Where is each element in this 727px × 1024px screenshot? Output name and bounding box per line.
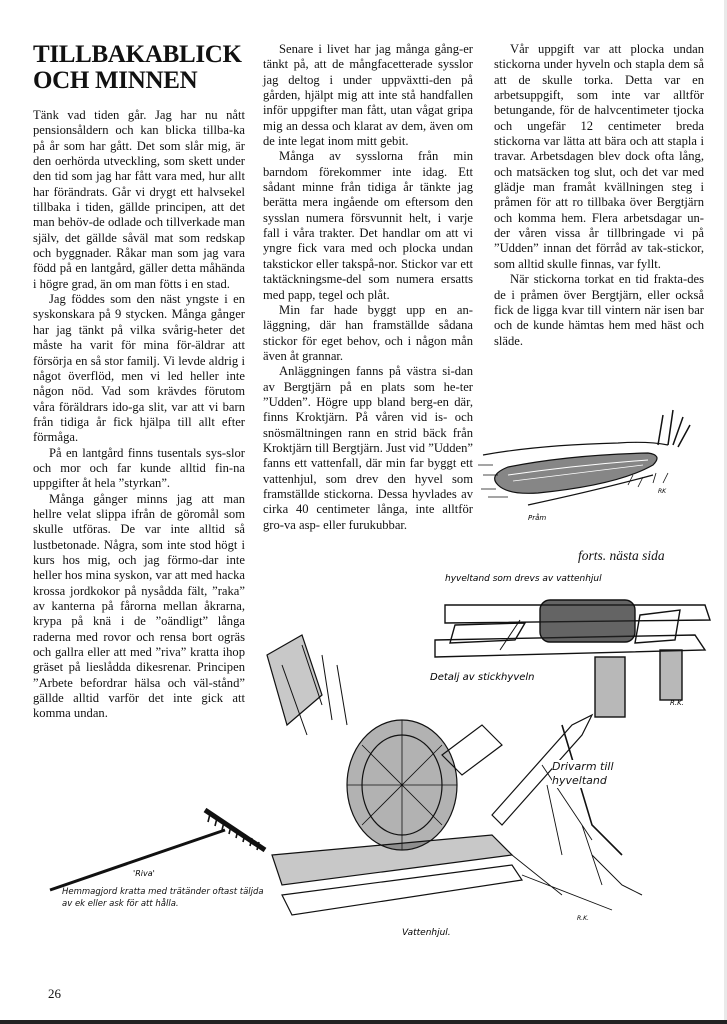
boat-caption: Pråm — [528, 514, 547, 522]
paragraph: Tänk vad tiden går. Jag har nu nått pensionsåldern och kan blicka tillba-ka på år som har gått. Det som slår mig, är den oerhörda utveckling, som skett under den tid som jag har fått vara med, hur allt har förändrats. Går vi drygt ett halvsekel tillbaka i tiden, gällde principen, att det man behöv-de odlade och tillverkade man själv, det gällde såväl mat som redskap och byggnader. Råkar man som jag vara född på en lantgård, gäller detta måhända i högre grad, än om man fötts i en stad. — [33, 108, 245, 291]
article-column-1 — [33, 42, 245, 722]
boat-illustration — [478, 405, 708, 525]
paragraph: Min far hade byggt upp en an-läggning, där han framställde sådana stickor för eget behov, och i någon mån även åt grannar. — [263, 302, 473, 363]
boat-signature: RK — [658, 488, 667, 495]
continued-note: forts. nästa sida — [578, 548, 665, 563]
paragraph: Jag föddes som den näst yngste i en syskonskara på 9 stycken. Många gånger har jag tänkt på vilka svårig-heter det måste ha varit för mina för-äldrar att försörja en så stor familj. Vi levde aldrig i något överflöd, men vi led heller inte någon nöd. Vad som krävdes förutom våra föräldrars ido-ga slit, var att vi barn från tidiga år fick hjälpa till allt efter förmåga. — [33, 292, 245, 445]
rake-name: 'Riva' — [133, 869, 155, 878]
paragraph: Anläggningen fanns på västra si-dan av Bergtjärn på en plats som he-ter ”Udden”. Högre upp bland berg-en där, finns Kroktjärn. På våren vid is- och snösmältningen rann en strid bäck från Kroktjärn till Bergtjärn. Just vid ”Udden” fanns ett vattenfall, där min far byggt ett vattenhjul, som drev den hyvel som framställde stickorna. Dessa hyvlades av cirka 40 centimeter långa, inte alltför gro-va asp- eller furukubbar. — [263, 364, 473, 532]
paragraph: På en lantgård finns tusentals sys-slor och mor och far kunde alltid fin-na uppgifter åt hela ”styrkan”. — [33, 445, 245, 491]
rake-caption: Hemmagjord kratta med trätänder oftast täljda av ek eller ask för att hålla. — [62, 887, 264, 909]
title-line-2: OCH MINNEN — [33, 67, 198, 94]
paragraph: Vår uppgift var att plocka undan stickorna under hyveln och stapla dem så att de skulle torka. Detta var en arbetsuppgift, som inte var alltför betungande, för de halvcentimeter tjocka och ungefär 12 centimeter breda stickorna var lätta att bära och att stapla i travar. Arbetsdagen blev dock ofta lång, och matsäcken tog slut, och det var med glädje man framåt kvällningen steg i pråmen för att ro tillbaka över Bergtjärn och komma hem. Flera arbetsdagar un-der våren vissa år tillbringade vi på ”Udden” innan det förråd av tak-stickor, som alltid skulle finnas, var fyllt. — [494, 42, 704, 271]
article-title — [33, 42, 245, 94]
waterwheel-label: Vattenhjul. — [402, 928, 451, 938]
scan-bottom-border — [0, 1020, 727, 1024]
article-column-2 — [263, 42, 473, 533]
page-number: 26 — [48, 986, 61, 1001]
paragraph: När stickorna torkat en tid frakta-des de i pråmen över Bergtjärn, eller också fick de ligga kvar till vintern när isen bar och de kunde hämtas hem med häst och släde. — [494, 272, 704, 348]
title-line-1: TILLBAKABLICK — [33, 41, 242, 68]
paragraph: Senare i livet har jag många gång-er tänkt på, att de mångfacetterade sysslor jag deltog i under uppväxtti-den på gården, hjälpt mig att inte stå handfallen inför uppgifter man fått, utan vågat gripa mig an dessa och klarat av dem, även om de inte legat inom mitt gebit. — [263, 42, 473, 149]
planer-detail-label: Detalj av stickhyveln — [430, 672, 535, 683]
paragraph: Många av sysslorna från min barndom förekommer inte idag. Ett sådant minne från tidiga år tänkte jag berätta mera ingående om eftersom den sysslan numera försvunnit helt, i varje fall i våra trakter. Det handlar om att vi yngre fick vara med och plocka undan takstickor eller takspå-nor. Stickor var ett taktäckningsme-del som numera ersatts med papp, tegel och plåt. — [263, 149, 473, 302]
paragraph: Många gånger minns jag att man hellre velat slippa ifrån de göromål som skulle utföras. De var inte alltid så lustbetonade. Några, som inte stod högt i kurs hos mig, och jag förmo-dar inte heller hos mina syskon, var att med hacka krossa jordkokor på nysådda fält, ”raka” av kanterna på fårorna mellan åkrarna, krypa på knä i de ”oändligt” långa raderna med rovor och rensa bort ogräs och gallra eller att med ”riva” kratta ihop gräset på lieslådda dikesrenar. Principen ”Arbete befordrar hälsa och väl-stånd” gällde alltid varför det inte gick att komma undan. — [33, 491, 245, 721]
article-column-3 — [494, 42, 704, 349]
planer-belt-label: hyveltand som drevs av vattenhjul — [445, 574, 602, 584]
planer-signature: R.K. — [670, 699, 684, 707]
rake-illustration — [45, 800, 265, 900]
waterwheel-signature: R.K. — [577, 915, 589, 922]
drive-arm-label: Drivarm till hyveltand — [552, 760, 662, 788]
